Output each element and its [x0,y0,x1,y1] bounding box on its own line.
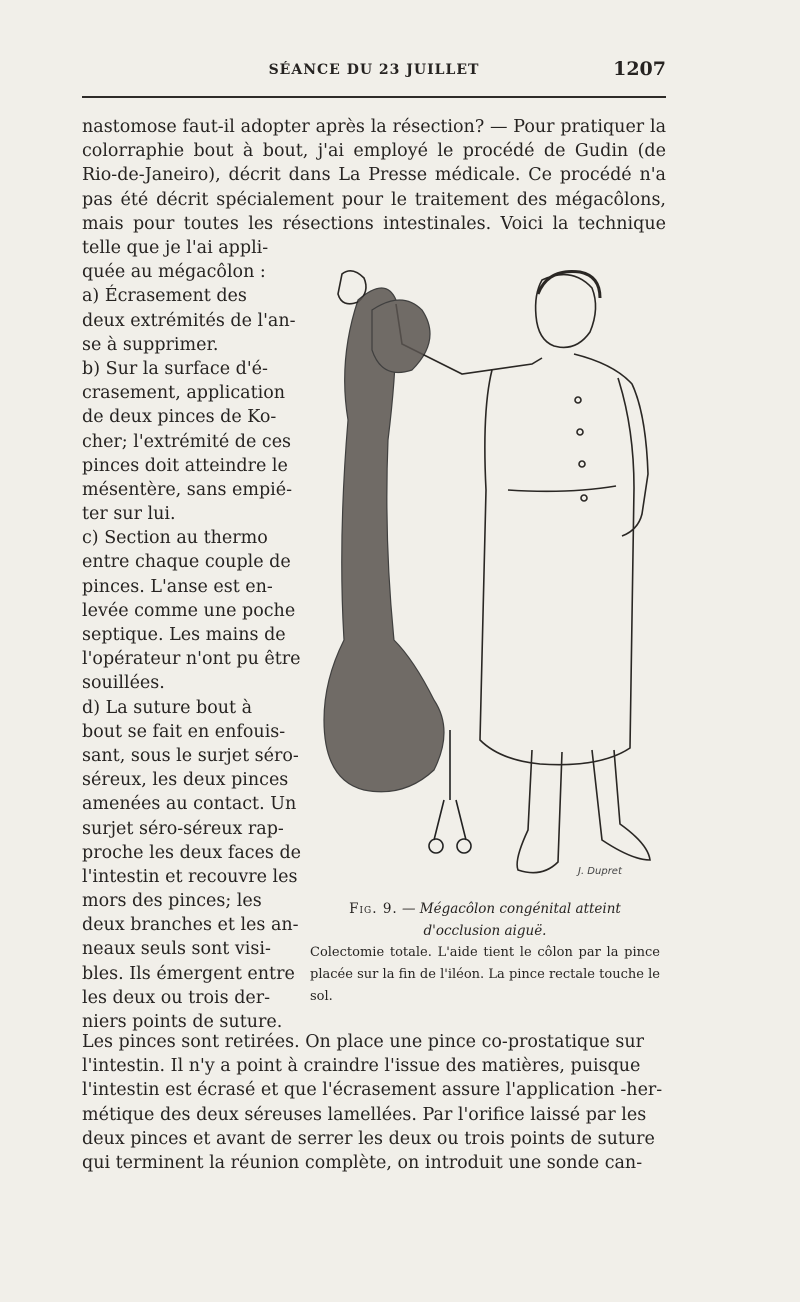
text-line: pinces doit atteindre le [82,455,288,476]
text-line: l'intestin est écrasé et que l'écrasement assure l'application -her- [82,1080,663,1101]
text-line: c) Section au thermo [82,528,268,549]
text-line: pas été décrit spécialement pour le traitement des mégacôlons, [82,189,666,210]
text-line: pinces. L'anse est en- [82,576,273,597]
figure-illustration [312,250,662,890]
text-line: colorraphie bout à bout, j'ai employé le procédé de Gudin (de [82,141,666,162]
text-line: d) La suture bout à [82,697,253,718]
header-rule [82,96,666,98]
text-line: mésentère, sans empié- [82,479,293,500]
text-line: neaux seuls sont visi- [82,939,271,960]
page-number: 1207 [613,58,666,80]
text-line: l'intestin. Il n'y a point à craindre l'issue des matières, puisque [82,1056,641,1077]
figure-title: — Mégacôlon congénital atteint d'occlusion aiguë. [402,901,621,939]
paragraph-top [82,115,666,236]
text-line: souillées. [82,673,165,694]
text-line: niers points de suture. [82,1012,283,1032]
paragraph-bottom [82,1030,666,1175]
text-line: amenées au contact. Un [82,794,297,815]
text-line: bout se fait en enfouis- [82,721,286,742]
text-line: l'opérateur n'ont pu être [82,649,301,670]
text-line: crasement, application [82,383,286,404]
illustrator-signature: J. Dupret [578,866,622,877]
running-header [82,58,666,88]
text-line: deux pinces et avant de serrer les deux ou trois points de suture [82,1128,655,1149]
text-line: cher; l'extrémité de ces [82,431,292,452]
text-line: b) Sur la surface d'é- [82,358,268,379]
text-line: deux branches et les an- [82,915,299,936]
text-line: quée au mégacôlon : [82,262,266,283]
text-line: ter sur lui. [82,504,176,525]
caption-body: Colectomie totale. L'aide tient le côlon par la pince placée sur la fin de l'iléon. La pince rectale touche le sol. [310,945,660,1004]
header-title: SÉANCE DU 23 JUILLET [268,62,480,78]
text-line: a) Écrasement des [82,286,247,307]
text-line: métique des deux séreuses lamellées. Par l'orifice laissé par les [82,1104,647,1125]
text-line: entre chaque couple de [82,552,291,573]
text-line: qui terminent la réunion complète, on introduit une sonde can- [82,1152,643,1173]
text-line: septique. Les mains de [82,625,286,645]
text-line: proche les deux faces de [82,842,302,863]
text-line: Rio-de-Janeiro), décrit dans La Presse médicale. Ce procédé n'a [82,165,666,186]
text-line: mors des pinces; les [82,891,262,912]
text-line: Les pinces sont retirées. On place une pince co-prostatique sur [82,1032,645,1052]
text-line: de deux pinces de Ko- [82,407,277,428]
text-line: levée comme une poche [82,600,296,621]
text-line: telle que je l'ai appli- [82,238,269,258]
text-line: nastomose faut-il adopter après la résection? — Pour pratiquer la [82,117,666,137]
text-line: deux extrémités de l'an- [82,310,296,331]
text-line: mais pour toutes les résections intestinales. Voici la technique [82,213,666,234]
figure-caption [310,898,660,1008]
text-line: les deux ou trois der- [82,987,271,1008]
text-line: séreux, les deux pinces [82,770,289,791]
paragraph-column [82,236,302,1034]
text-line: se à supprimer. [82,334,219,355]
caption-title [310,898,660,942]
text-line: surjet séro-séreux rap- [82,818,284,839]
text-line: l'intestin et recouvre les [82,866,298,887]
text-line: sant, sous le surjet séro- [82,745,299,766]
figure-label: Fig. 9. [349,901,398,917]
text-line: bles. Ils émergent entre [82,963,295,984]
